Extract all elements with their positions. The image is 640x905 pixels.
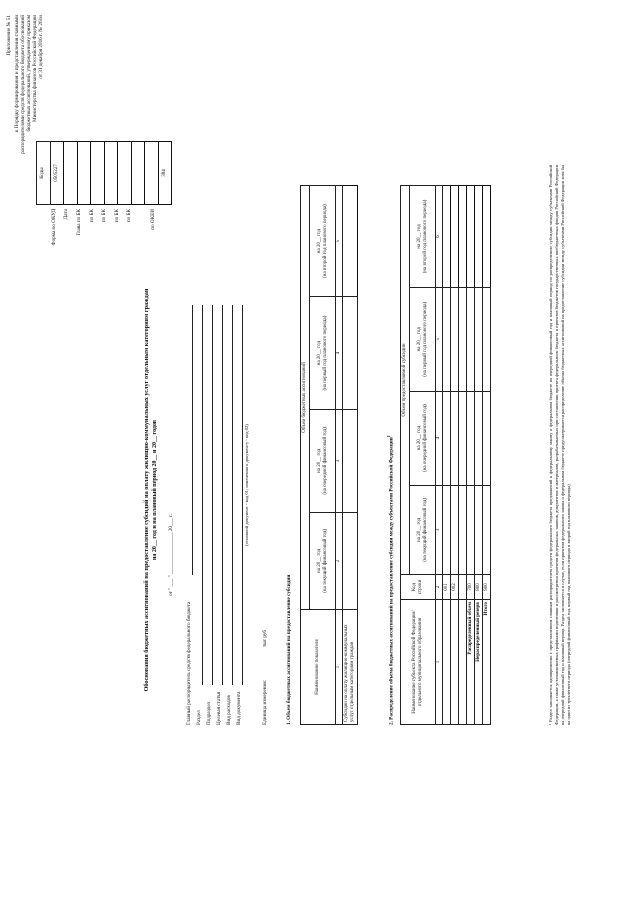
field-doc-line[interactable] [242,305,243,685]
s2-row-2-c3[interactable] [451,485,459,574]
s2-total-distributed-label: Распределенный объем [467,600,475,725]
appendix-number: Приложение № 51 [6,15,12,56]
s2-row-3-c5[interactable] [459,287,467,391]
doc-type-note: (основной документ - код 01; изменения к документу - код 02) [244,424,249,546]
s2-period-1-year: на 20__ год [416,517,422,542]
s1-num-2: 2 [336,512,343,609]
s1-cell-plan1[interactable] [343,297,358,410]
s1-period-1-year: на 20__ год [316,548,322,573]
s2-num-2: 2 [436,575,443,600]
s1-col-group: Объем бюджетных ассигнований [301,186,310,610]
s1-row-label: Субсидии на оплату жилищно-коммунальных услуг отдельным категориям граждан [343,610,358,725]
s2-itogo-c3[interactable] [483,485,491,574]
date-line: от " ___ " ________________ 20___ г. [168,514,174,596]
s2-reserve-c6[interactable] [475,186,483,288]
s2-row-1-c5[interactable] [443,287,451,391]
s2-reserve-c3[interactable] [475,485,483,574]
s2-row-2-c5[interactable] [451,287,459,391]
s2-row-1-c3[interactable] [443,485,451,574]
glava-label: Глава по БК [76,209,82,236]
s2-num-5: 5 [436,287,443,391]
cs-code-cell[interactable] [118,142,132,205]
s2-row-2-c6[interactable] [451,186,459,288]
date-label: Дата [63,209,69,220]
razdel-code-cell[interactable] [91,142,105,205]
section2-table [400,185,491,725]
s2-period-4-year: на 20__ год [416,224,422,249]
header-note-5: от 31 декабря 2016 г. № 261н [38,15,44,79]
s1-num-1: 1 [336,610,343,725]
unit-label: Единица измерения: [262,679,268,725]
razdel-code-label: по БК [89,209,95,223]
s2-period-3-year: на 20__ год [416,327,422,352]
podrazdel-code-cell[interactable] [104,142,118,205]
s2-period-2-note: (на очередной финансовый год) [422,404,428,472]
s1-period-4-year: на 20__ год [316,228,322,254]
s2-itogo-c5[interactable] [483,287,491,391]
s2-period-1-note: (на текущий финансовый год) [422,497,428,562]
s2-row-1-code: 001 [443,575,451,600]
s2-row-2-name[interactable] [451,600,459,725]
s2-row-3-c3[interactable] [459,485,467,574]
s2-reserve-c4[interactable] [475,391,483,485]
glava-code-cell[interactable] [77,142,91,205]
s2-itogo-c4[interactable] [483,391,491,485]
s1-num-5: 5 [336,186,343,297]
header-note-4: Министерства финансов Российской Федерации [32,15,38,122]
s1-period-3-note: (на первый год планового периода) [322,315,328,391]
s2-row-3-name[interactable] [459,600,467,725]
okei-label: по ОКЕИ [150,209,156,230]
s2-row-1-c6[interactable] [443,186,451,288]
s2-total-distributed-code: 700 [467,575,475,600]
codes-header: Коды [37,142,51,205]
s2-total-distributed-c3[interactable] [467,485,475,574]
field-vr: Вид расходов [226,695,232,725]
s2-period-4-note: (на второй год планового периода) [422,199,428,274]
s2-num-4: 4 [436,391,443,485]
doc-code-cell[interactable] [145,142,159,205]
s2-itogo-c6[interactable] [483,186,491,288]
s2-num-1: 1 [436,600,443,725]
s2-total-distributed-c5[interactable] [467,287,475,391]
s2-col-name: Наименование субъекта Российской Федерации/отдельного муниципального образования [401,600,436,725]
s2-total-distributed-c6[interactable] [467,186,475,288]
vr-code-label: по БК [126,209,132,223]
s1-num-3: 3 [336,410,343,513]
s2-num-3: 3 [436,485,443,574]
okud-code: 0505227 [50,142,64,205]
field-podrazdel-line[interactable] [212,305,213,685]
s2-total-distributed-c4[interactable] [467,391,475,485]
podrazdel-code-label: по БК [101,209,107,223]
okei-code: 384 [158,142,172,205]
s1-cell-current[interactable] [343,512,358,609]
section2-title-text: 2. Распределение объема бюджетных ассигнований на предоставление субсидии между субъектами Российской Федерации [388,437,395,725]
field-podrazdel: Подраздел [206,701,212,725]
field-razdel-line[interactable] [202,305,203,685]
s1-period-3-year: на 20__ год [316,340,322,366]
s2-row-1-name[interactable] [443,600,451,725]
s2-row-3-c4[interactable] [459,391,467,485]
field-grbs: Главный распорядитель средств федерального бюджета [186,601,192,725]
header-note-3: бюджетных ассигнований, утвержденному приказом [26,15,32,132]
section1-title: 1. Объем бюджетных ассигнований на предоставление субсидии [286,574,292,725]
s2-row-3-code[interactable] [459,575,467,600]
section1-table [300,185,358,725]
field-cs: Целевая статья [216,691,222,725]
s2-itogo-label: Итого [483,600,491,725]
field-doc: Вид документа [236,691,242,725]
s2-period-2-year: на 20__ год [416,426,422,451]
field-cs-line[interactable] [222,305,223,685]
s2-num-6: 6 [436,186,443,288]
section2-footnote-mark: 1 [386,435,391,438]
s1-period-2-note: (на очередной финансовый год) [322,427,328,495]
form-subtitle: на 20__ год и на плановый период 20__ и 20__ годов [152,419,158,561]
s2-row-2-c4[interactable] [451,391,459,485]
cs-code-label: по БК [114,209,120,223]
s1-period-1-note: (на текущий финансовый год) [322,528,328,593]
unit-value: тыс руб [262,629,268,647]
vr-code-cell[interactable] [131,142,145,205]
s1-num-4: 4 [336,297,343,410]
s1-period-2-year: на 20__ год [316,448,322,473]
s1-period-4-note: (на второй год планового периода) [322,204,328,278]
field-grbs-line[interactable] [192,305,193,575]
header-note-2: распорядителями средств федерального бюджета обоснований [20,15,26,154]
s2-row-1-c4[interactable] [443,391,451,485]
s2-reserve-code: 800 [475,575,483,600]
s2-col-group: Объем предоставляемой субсидии [401,186,410,575]
date-cell[interactable] [64,142,78,205]
s2-itogo-code: 900 [483,575,491,600]
s2-row-2-code: 002 [451,575,459,600]
s2-col-code: Код строки [401,575,436,600]
s1-cell-next[interactable] [343,410,358,513]
s2-reserve-label: Нераспределенный резерв [475,600,483,725]
okud-label: Форма по ОКУД [51,209,57,246]
s2-reserve-c5[interactable] [475,287,483,391]
codes-box [36,141,172,205]
footnote: ¹ Раздел заполняется одновременно с представлением главным распорядителем средств федерального бюджета предложений к федеральному закону о федеральном бюджете на очередной финансовый год и плановый период по распределению субсидии между субъектами Российской Федерации, а также устанавливаемых графиками подготовки и рассмотрения проектов федеральных законов, документов и материалов, разрабатываемых при составлении проекта федерального бюджета и проектов бюджетов государственных внебюджетных фондов Российской Федерации на очередной финансовый год и плановый период. Раздел заполняется в случае, если проектом федерального закона о федеральном бюджете предусматривается распределение объема бюджетных ассигнований на предоставление субсидии между субъектами Российской Федерации хотя бы на один из трехлетнего периода (очередной финансовый год, первый год планового периода и второй год планового периода) [548,165,571,725]
field-razdel: Раздел [196,710,202,725]
field-vr-line[interactable] [232,305,233,685]
s1-cell-plan2[interactable] [343,186,358,297]
section2-title [386,435,395,725]
form-title: Обоснования бюджетных ассигнований на предоставление субсидий на оплату жилищно-коммунальных услуг отдельным категориям граждан [143,288,150,692]
s2-row-3-c6[interactable] [459,186,467,288]
header-note-1: к Порядку формирования и представления главными [14,15,20,133]
s2-period-3-note: (на первый год планового периода) [422,301,428,377]
s1-col-name: Наименование показателя [301,610,336,725]
